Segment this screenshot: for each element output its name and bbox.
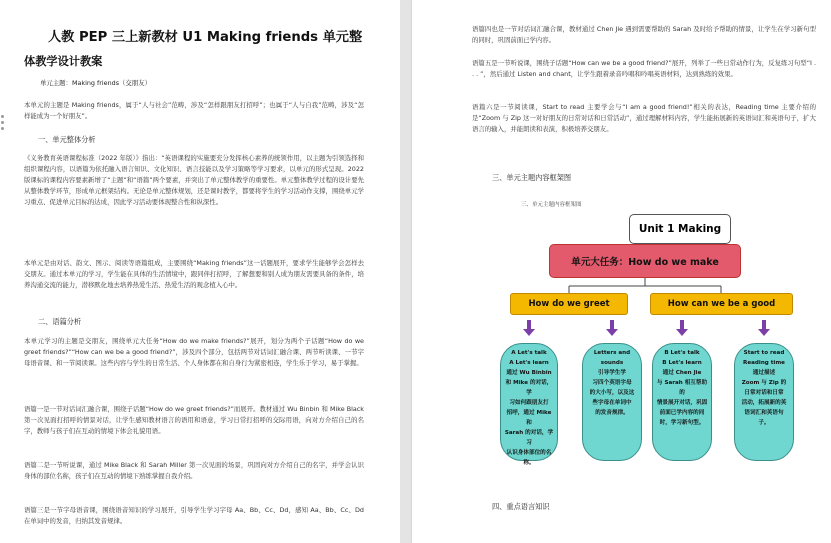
lesson-box-b-talk-learn: B Let's talk B Let's learn 通过 Chen Jie 与 Sarah 相互帮助的 情景展开对话，巩固 前面已学内容的同 时，学习新句型。 bbox=[652, 343, 712, 461]
heading-framework: 三、单元主题内容框架图 bbox=[492, 173, 572, 182]
unit-title-box: Unit 1 Making bbox=[629, 214, 731, 244]
page-gap bbox=[400, 0, 412, 543]
down-arrow-icon bbox=[678, 320, 686, 336]
text-five-paragraph: 语篇五是一节听说课，围绕子话题“How can we be a good friend?”展开，列举了一些日常动作行为，反复练习句型“I . . . ”，然后通过 Listen and chant，让学生跟着录音吟唱和吟唱英语材料，达到熟练的效果。 bbox=[472, 59, 816, 78]
heading-text-analysis: 二、语篇分析 bbox=[38, 317, 82, 326]
text-three-paragraph: 语篇三是一节字母语音课，围绕语音知识的学习展开，引导学生学习字母 Aa、Bb、Cc、Dd，感知 Aa、Bb、Cc、Dd 在单词中的发音，归纳其发音规律。 bbox=[24, 506, 364, 525]
document-title: 人教 PEP 三上新教材 U1 Making friends 单元整 bbox=[48, 30, 363, 45]
text-four-paragraph: 语篇四也是一节对话词汇融合课，教材通过 Chen Jie 遇到需要帮助的 Sarah 及时给予帮助的情景，让学生在学习新句型的同时，巩固前面已学内容。 bbox=[472, 25, 816, 44]
heading-key-language: 四、重点语言知识 bbox=[492, 502, 550, 511]
down-arrow-icon bbox=[525, 320, 533, 336]
unit-task-box: 单元大任务：How do we make bbox=[549, 244, 741, 278]
lesson-box-a-talk-learn: A Let's talk A Let's learn 通过 Wu Binbin 和 Mike 的对话，学 习如何跟朋友打 招呼，通过 Mike 和 Sarah 的对话，学习 认识身体部位的名 称。 bbox=[500, 343, 558, 461]
text-two-paragraph: 语篇二是一节听说课，通过 Mike Black 和 Sarah Miller 第一次见面的场景，巩固向对方介绍自己的名字，并学会认识身体的部位名称，孩子们在互动的情境下熟练掌握自我介绍。 bbox=[24, 461, 364, 480]
page-left bbox=[0, 0, 400, 543]
analysis-paragraph-2: 本单元是由对话、韵文、图示、阅读等语篇组成，主要围绕“Making friends”这一话题展开，要求学生能够学会怎样去交朋友。通过本单元的学习，学生能在具体的生活情境中，跟同伴打招呼，了解想要和别人成为朋友需要具备的条件，培养沟通交流的能力，潜移默化地去培养热爱生活、热爱生活的观念植入心中。 bbox=[24, 259, 364, 289]
page-right bbox=[412, 0, 831, 543]
unit-theme: 单元主题：Making friends（交朋友） bbox=[40, 79, 151, 87]
document-subtitle: 体教学设计教案 bbox=[24, 55, 103, 68]
diagram-caption: 三、单元主题内容框架图 bbox=[521, 202, 582, 208]
margin-marker bbox=[1, 127, 4, 130]
subtopic-greet-box: How do we greet bbox=[510, 293, 628, 315]
lesson-box-letters-sounds: Letters and sounds 引导学生学 习四个英语字母 的大小写，以及这 些字母在单词中 的发音规律。 bbox=[582, 343, 642, 461]
lesson-box-reading: Start to read Reading time 通过描述 Zoom 与 Zip 的 日常对话和日常 活动，拓展新的英 语词汇和英语句 子。 bbox=[734, 343, 794, 461]
down-arrow-icon bbox=[608, 320, 616, 336]
down-arrow-icon bbox=[760, 320, 768, 336]
heading-unit-analysis: 一、单元整体分析 bbox=[38, 135, 96, 144]
text-one-paragraph: 语篇一是一节对话词汇融合课，围绕子话题“How do we greet friends?”而展开。教材通过 Wu Binbin 和 Mike Black 第一次见面打招呼的情景对话，让学生感知教材语言的语用和语意，学习日常打招呼的交际用语，向对方介绍自己的名字，教师与孩子们在互动的情境下体会礼貌用语。 bbox=[24, 405, 364, 435]
subtopic-good-friend-box: How can we be a good bbox=[650, 293, 793, 315]
unit-framework-diagram bbox=[494, 200, 812, 500]
margin-marker bbox=[1, 121, 4, 124]
text-analysis-paragraph: 本单元学习的主题是交朋友，围绕单元大任务“How do we make friends?”展开，划分为两个子话题“How do we greet friends?”“How can we be a good friend?”，涉及四个部分，包括两节对话词汇融合课、两节听读课、一节字母语音课、和一节阅读课。这些内容与学生的日常生活、个人身体都在和自身行为紧密相连，学生乐于学习，易于掌握。 bbox=[24, 337, 364, 367]
text-six-paragraph: 语篇六是一节阅读课，Start to read 主要学会与“I am a good friend!”相关的表达，Reading time 主要介绍的是“Zoom 与 Zip 这一对好朋友的日常对话和日常活动”，通过理解材料内容，学生能拓展新的英语词汇和英语句子，扩大语言的输入，并能朗读和表演，积极培养交朋友。 bbox=[472, 103, 816, 133]
analysis-paragraph: 《义务教育英语课程标准（2022 年版）》指出：“英语课程的实施要充分发挥核心素养的统领作用，以主题为引领选择和组织课程内容，以语篇为依托融入语言知识、文化知识、语言技能以及学习策略等学习要求，以单元的形式呈现。2022 版课标的课程内容要素新增了“主题”和“语篇”两个要素，并突出了单元整体教学的重要性。单元整体教学过程的设计要先从整体教学环节，形成单元框架结构。无论是单元整体规划，还是课时教学，都要将学生的学习活动作支撑，围绕单元学习重点、促进单元目标的达成，因此学习活动要体现整合性和纵深性。 bbox=[24, 154, 364, 206]
intro-paragraph: 本单元的主题是 Making friends，属于“人与社会”范畴，涉及“怎样跟朋友打招呼”；也属于“人与自我”范畴，涉及“怎样能成为一个好朋友”。 bbox=[24, 101, 364, 120]
margin-marker bbox=[1, 115, 4, 118]
